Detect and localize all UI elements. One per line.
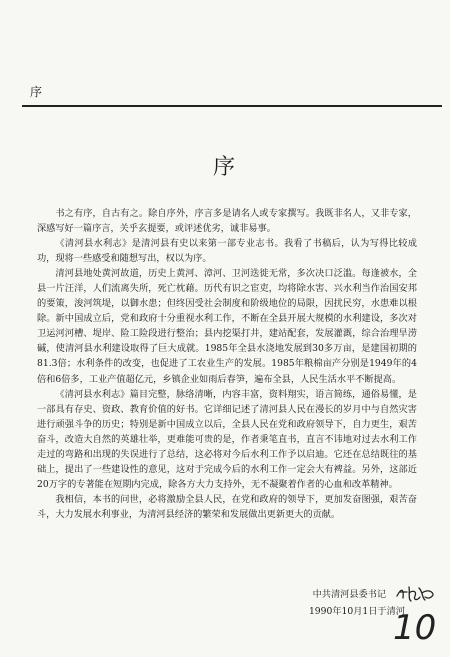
paragraph-2: 《清河县水利志》是清河县有史以来第一部专业志书。我看了书稿后，认为写得比较成功，现将一些感受和随想写出，权以为序。 <box>37 238 417 265</box>
running-head: 序 <box>30 85 44 99</box>
paragraph-4: 《清河县水利志》篇目完整，脉络清晰，内容丰富，资料翔实，语言简练，通俗易懂，是一部具有存史、资政、教育价值的好书。它详细记述了清河县人民在漫长的岁月中与自然灾害进行顽强斗争的历史；特别是新中国成立以后，全县人民在党和政府领导下，自力更生，艰苦奋斗，改造大自然的英雄壮举，更难能可贵的是，作者秉笔直书，直言不讳地对过去水利工作走过的弯路和出现的失误进行了总结，这必将对今后水利工作予以启迪。它还在总结既往的基础上，提出了一些建设性的意见，这对于完成今后的水利工作一定会大有裨益。另外，这部近20万字的专著能在短期内完成，除各方大力支持外，无不凝聚着作者的心血和改革精神。 <box>37 388 417 490</box>
header-rule <box>22 105 442 107</box>
signature-date: 1990年10月1日于清河 <box>308 606 405 617</box>
page-title: 序 <box>212 155 237 180</box>
handwritten-page-number: 10 <box>393 608 437 648</box>
signature-title: 中共清河县委书记 <box>312 589 387 600</box>
handwritten-signature <box>395 584 435 604</box>
paragraph-1: 书之有序，自古有之。除自序外，序言多是请名人或专家撰写。我既非名人，又非专家，深感写好一篇序言，关乎玄提要，或评述优劣，诚非易事。 <box>37 208 417 235</box>
paragraph-5: 我相信，本书的问世，必将激励全县人民，在党和政府的领导下，更加发奋图强，艰苦奋斗，大力发展水利事业，为清河县经济的繁荣和发展做出更新更大的贡献。 <box>37 493 417 520</box>
preface-body <box>37 206 417 522</box>
paragraph-3: 清河县地处黄河故道，历史上黄河、漳河、卫河迭徙无常，多次决口泛滥。每逢被水，全县一片汪洋，人们流离失所，死亡枕藉。历代有识之宦吏，均将除水害、兴水利当作治国安邦的要策，浚河筑堤，以御水患；但终因受社会制度和阶级地位的局限，因扰民穷，水患难以根除。新中国成立后，党和政府十分重视水利工作，不断在全县开展大规模的水利建设，多次对卫运河河槽、堤岸、险工险段进行整治；县内挖渠打井，建站配套，发展灌溉，综合治理旱涝碱，使清河县水利建设取得了巨大成就。1985年全县水浇地发展到30多万亩，是建国初期的81.3倍；水利条件的改变，也促进了工农业生产的发展。1985年粮棉亩产分别是1949年的4倍和6倍多，工业产值超亿元，乡镇企业如雨后春笋，遍布全县，人民生活水平不断提高。 <box>37 268 417 385</box>
